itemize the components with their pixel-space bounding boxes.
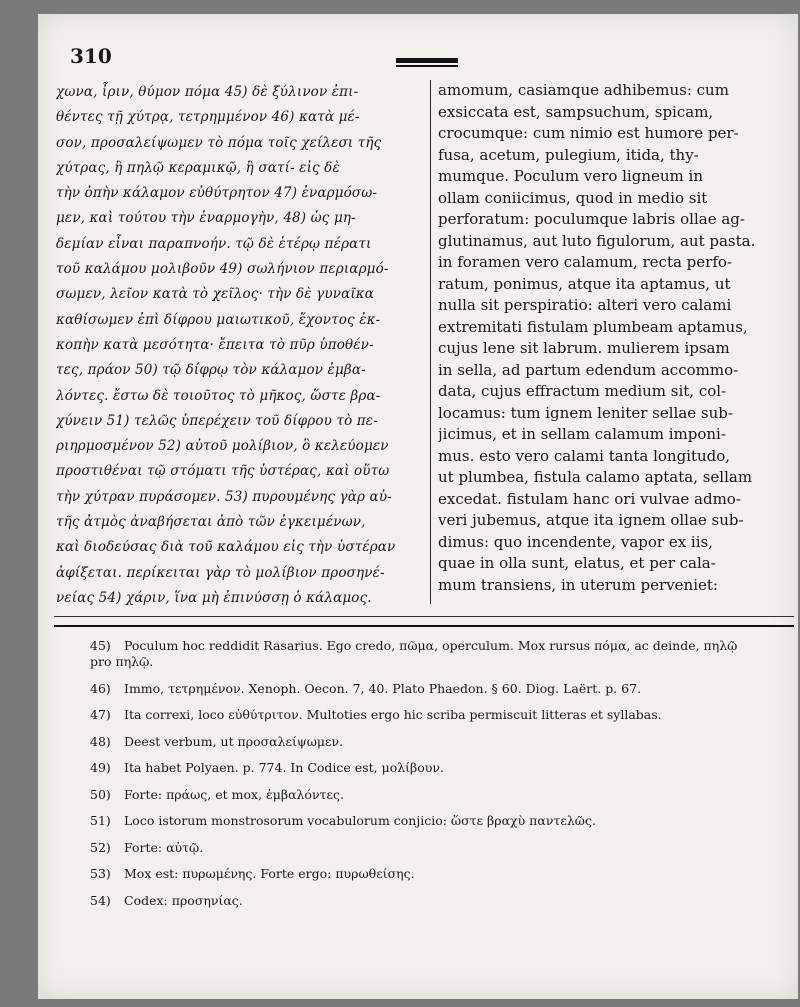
greek-line: ἀφίξεται. περίκειται γὰρ τὸ μολίβιον προσηνέ- — [56, 564, 385, 581]
footnote-text: Mox est: πυρωμένης. Forte ergo: πυρωθείσης. — [124, 866, 415, 882]
footnote-number: 51) — [90, 813, 111, 829]
latin-line: jicimus, et in sellam calamum imponi- — [438, 425, 726, 443]
header-ornament-rule — [396, 58, 458, 63]
latin-line: ollam coniicimus, quod in medio sit — [438, 188, 708, 207]
greek-line: καὶ διοδεύσας διὰ τοῦ καλάμου εἰς τὴν ὑστέραν — [56, 539, 396, 556]
footnote — [90, 866, 794, 882]
footnote-number: 54) — [90, 892, 111, 908]
footnote-number: 45) — [90, 638, 111, 653]
greek-line: τοῦ καλάμου μολιβοῦν 49) σωλήνιον περιαρμό- — [56, 261, 389, 278]
greek-line: χύτρας, ἢ πηλῷ κεραμικῷ, ἢ σατί- εἰς δὲ — [56, 159, 340, 176]
footnote-number: 46) — [90, 680, 111, 696]
greek-line: τες, πράον 50) τῷ δίφρῳ τὸν κάλαμον ἐμβα- — [56, 362, 366, 379]
greek-text-column — [56, 80, 422, 611]
column-divider — [430, 80, 431, 604]
page-number: 310 — [70, 44, 112, 68]
latin-line: in sella, ad partum edendum accommo- — [438, 360, 739, 379]
greek-line: καθίσωμεν ἐπὶ δίφρου μαιωτικοῦ, ἔχοντος ἐκ- — [56, 311, 381, 328]
footnote-separator-thin — [54, 616, 794, 617]
footnote-text: Loco istorum monstrosorum vocabulorum conjicio: ὥστε βραχὺ παντελῶς. — [124, 813, 596, 829]
footnote-number: 47) — [90, 707, 111, 723]
latin-line: mumque. Poculum vero ligneum in — [438, 167, 703, 185]
latin-line: crocumque: cum nimio est humore per- — [438, 124, 739, 142]
footnote — [90, 681, 794, 697]
greek-line: δεμίαν εἶναι παραπνοήν. τῷ δὲ ἑτέρῳ πέρατι — [56, 235, 372, 252]
greek-line: θέντες τῇ χύτρᾳ, τετρημμένον 46) κατὰ μέ- — [56, 109, 360, 126]
latin-line: mus. esto vero calami tanta longitudo, — [438, 446, 731, 465]
latin-line: exsiccata est, sampsuchum, spicam, — [438, 102, 714, 121]
footnote-text: Poculum hoc reddidit Rasarius. Ego credo, πῶμα, operculum. Mox rursus πόμα, ac deinde, πηλῷ — [124, 638, 738, 653]
footnote-number: 52) — [90, 839, 111, 855]
footnote-separator-thick — [54, 625, 794, 627]
footnote-number: 48) — [90, 733, 111, 749]
greek-line: μεν, καὶ τούτου τὴν ἐναρμογὴν, 48) ὡς μη- — [56, 210, 356, 227]
footnote-number: 49) — [90, 760, 111, 776]
footnote-number: 50) — [90, 786, 111, 802]
latin-line: excedat. fistulam hanc ori vulvae admo- — [438, 489, 741, 508]
greek-line: χύνειν 51) τελῶς ὑπερέχειν τοῦ δίφρου τὸ πε- — [56, 412, 378, 429]
latin-line: nulla sit perspiratio: alteri vero calami — [438, 296, 732, 314]
latin-line: veri jubemus, atque ita ignem ollae sub- — [438, 511, 744, 529]
footnote — [90, 813, 794, 829]
footnote — [90, 893, 794, 909]
latin-line: extremitati fistulam plumbeam aptamus, — [438, 317, 748, 336]
latin-line: locamus: tum ignem leniter sellae sub- — [438, 403, 733, 422]
latin-line: fusa, acetum, pulegium, itida, thy- — [438, 145, 699, 164]
footnote — [90, 638, 794, 671]
footnote — [90, 787, 794, 803]
footnote-text: Forte: αὐτῷ. — [124, 839, 204, 855]
greek-line: προστιθέναι τῷ στόματι τῆς ὑστέρας, καὶ οὕτω — [56, 463, 390, 480]
footnote — [90, 840, 794, 856]
header-ornament-rule-thin — [396, 65, 458, 67]
greek-line: ριηρμοσμένον 52) αὐτοῦ μολίβιον, ὃ κελεύομεν — [56, 438, 389, 455]
latin-line: perforatum: poculumque labris ollae ag- — [438, 210, 745, 228]
greek-line: σωμεν, λεῖον κατὰ τὸ χεῖλος· τὴν δὲ γυναῖκα — [56, 286, 375, 303]
greek-line: τὴν χύτραν πυράσομεν. 53) πυρουμένης γὰρ αὐ- — [56, 488, 392, 505]
footnote-text: Codex: προσηνίας. — [124, 892, 243, 908]
footnote — [90, 707, 794, 723]
latin-line: data, cujus effractum medium sit, col- — [438, 382, 727, 400]
footnote-text: Forte: πράως, et mox, ἐμβαλόντες. — [124, 786, 344, 802]
latin-text-column — [438, 80, 794, 596]
greek-line: τῆς ἀτμὸς ἀναβήσεται ἀπὸ τῶν ἐγκειμένων, — [56, 514, 366, 531]
latin-line: mum transiens, in uterum perveniet: — [438, 575, 718, 594]
footnote-text: Ita habet Polyaen. p. 774. In Codice est, μολίβουν. — [124, 760, 444, 776]
footnote-text: Deest verbum, ut προσαλείψωμεν. — [124, 733, 344, 749]
latin-line: ut plumbea, fistula calamo aptata, sellam — [438, 468, 753, 486]
latin-line: in foramen vero calamum, recta perfo- — [438, 253, 732, 271]
footnote — [90, 760, 794, 776]
footnote-text: Ita correxi, loco εὐθύτριτον. Multoties ergo hic scriba permiscuit litteras et syllabas. — [124, 707, 662, 723]
greek-line: κοπὴν κατὰ μεσότητα· ἔπειτα τὸ πῦρ ὑποθέν- — [56, 336, 374, 353]
footnotes — [90, 638, 794, 919]
greek-line: τὴν ὀπὴν κάλαμον εὐθύτρητον 47) ἐναρμόσω- — [56, 185, 378, 202]
footnote-text: Immo, τετρημένον. Xenoph. Oecon. 7, 40. Plato Phaedon. § 60. Diog. Laërt. p. 67. — [124, 680, 642, 696]
greek-line: χωνα, ἶριν, θύμον πόμα 45) δὲ ξύλινον ἐπι- — [56, 84, 359, 100]
latin-line: ratum, ponimus, atque ita aptamus, ut — [438, 274, 731, 293]
book-page — [38, 14, 798, 999]
footnote-text-continued: pro πηλῷ. — [90, 654, 154, 670]
greek-line: νείας 54) χάριν, ἵνα μὴ ἐπινύσσῃ ὁ κάλαμος. — [56, 589, 372, 606]
greek-line: σον, προσαλείψωμεν τὸ πόμα τοῖς χείλεσι τῆς — [56, 134, 382, 151]
latin-line: glutinamus, aut luto figulorum, aut pasta. — [438, 231, 756, 250]
latin-line: amomum, casiamque adhibemus: cum — [438, 81, 729, 99]
greek-line: λόντες. ἔστω δὲ τοιοῦτος τὸ μῆκος, ὥστε βρα- — [56, 387, 381, 404]
latin-line: quae in olla sunt, elatus, et per cala- — [438, 554, 716, 572]
footnote — [90, 734, 794, 750]
latin-line: cujus lene sit labrum. mulierem ipsam — [438, 339, 730, 357]
latin-line: dimus: quo incendente, vapor ex iis, — [438, 532, 713, 551]
footnote-number: 53) — [90, 866, 111, 882]
